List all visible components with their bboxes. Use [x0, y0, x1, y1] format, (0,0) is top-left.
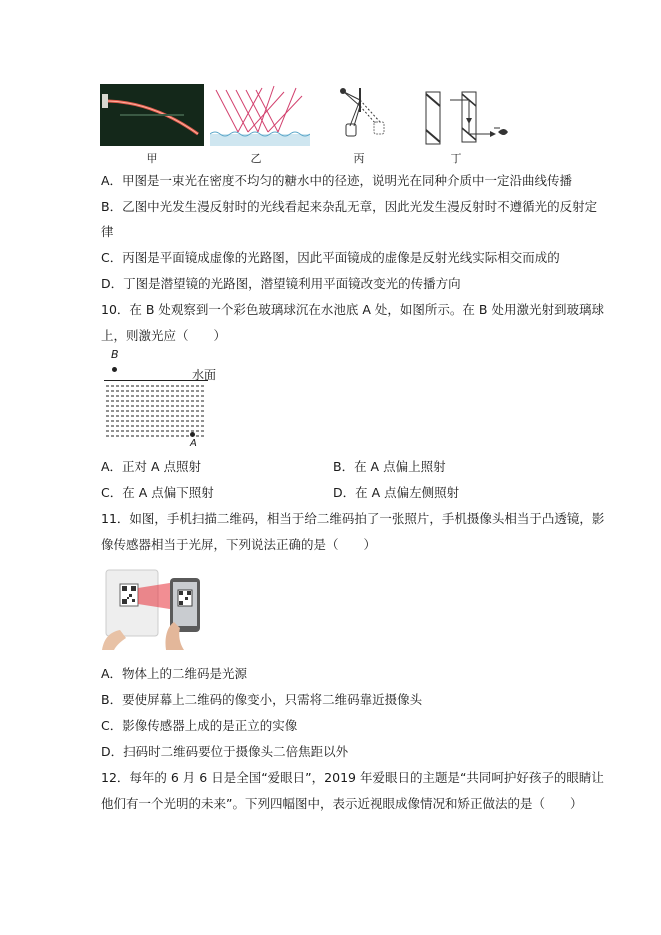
q10-option-a: A．正对 A 点照射	[101, 459, 202, 474]
q10-point-b-dot	[112, 367, 117, 372]
q12-stem-line2: 他们有一个光明的未来”。下列四幅图中，表示近视眼成像情况和矫正做法的是（ ）	[101, 796, 583, 811]
figure-ding-label: 丁	[450, 152, 462, 165]
figure-yi-label: 乙	[250, 152, 262, 165]
q9-option-b-line1: B．乙图中光发生漫反射时的光线看起来杂乱无章，因此光发生漫反射时不遵循光的反射定	[101, 199, 598, 214]
q10-point-b-label: B	[111, 348, 119, 361]
q9-figures	[0, 0, 661, 175]
q11-stem-line1: 11．如图，手机扫描二维码，相当于给二维码拍了一张照片，手机摄像头相当于凸透镜，影	[101, 511, 605, 526]
q10-option-c: C．在 A 点偏下照射	[101, 485, 214, 500]
q10-option-d: D．在 A 点偏左侧照射	[333, 485, 460, 500]
q12-stem-line1: 12．每年的 6 月 6 日是全国“爱眼日”，2019 年爱眼日的主题是“共同呵护好孩子的眼睛让	[101, 770, 604, 785]
figure-bing-plane-mirror	[330, 82, 394, 146]
q10-stem-line1: 10．在 B 处观察到一个彩色玻璃球沉在水池底 A 处，如图所示。在 B 处用激光射到玻璃球	[101, 302, 604, 317]
q11-stem-line2: 像传感器相当于光屏，下列说法正确的是（ ）	[101, 537, 377, 552]
q9-option-d: D．丁图是潜望镜的光路图，潜望镜利用平面镜改变光的传播方向	[101, 276, 461, 291]
q10-water-surface-label: 水面	[192, 368, 217, 382]
q10-figure	[100, 348, 230, 448]
q10-water-pool	[104, 380, 208, 438]
q9-option-c: C．丙图是平面镜成虚像的光路图，因此平面镜成的虚像是反射光线实际相交而成的	[101, 250, 560, 265]
figure-jia-label: 甲	[146, 152, 158, 165]
q9-option-a: A．甲图是一束光在密度不均匀的糖水中的径迹，说明光在同种介质中一定沿曲线传播	[101, 173, 573, 188]
q10-stem-line2: 上，则激光应（ ）	[101, 328, 227, 343]
q11-option-a: A．物体上的二维码是光源	[101, 666, 248, 681]
figure-ding-periscope	[420, 88, 516, 146]
q10-point-a-label: A	[190, 438, 197, 449]
figure-bing-label: 丙	[353, 152, 365, 165]
figure-jia-photo	[100, 84, 204, 146]
q11-phone-scanning-qr-photo	[100, 566, 208, 650]
q11-option-d: D．扫码时二维码要位于摄像头二倍焦距以外	[101, 744, 349, 759]
q11-option-c: C．影像传感器上成的是正立的实像	[101, 718, 298, 733]
q10-option-b: B．在 A 点偏上照射	[333, 459, 446, 474]
q11-option-b: B．要使屏幕上二维码的像变小，只需将二维码靠近摄像头	[101, 692, 423, 707]
q9-option-b-line2: 律	[101, 224, 114, 239]
q10-point-a-dot	[190, 432, 195, 437]
figure-yi-diffuse-reflection	[210, 84, 310, 146]
